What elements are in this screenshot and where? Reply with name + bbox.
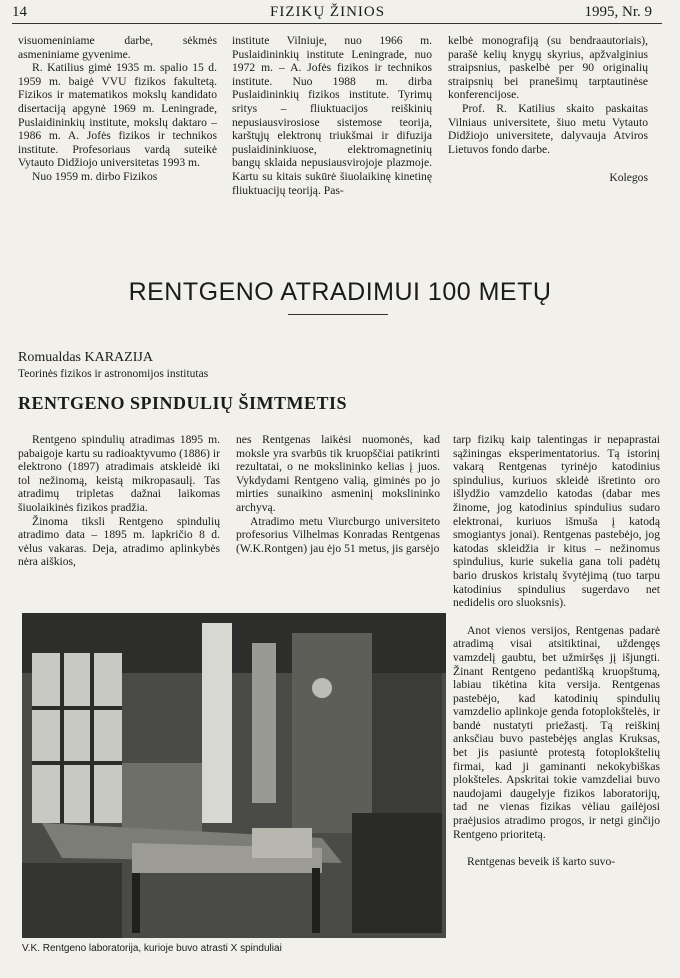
paragraph: nes Rentgenas laikėsi nuomonės, kad moksle yra svarbūs tik kruopščiai patikrinti rezultatai, o ne mokslininko kelias į juos. Vykdydami Rentgeno valią, giminės po jo mirties sunaikino asmeninį mokslininko archyvą. <box>236 433 440 514</box>
issue-number: 1995, Nr. 9 <box>584 4 652 20</box>
paragraph: Žinoma tiksli Rentgeno spindulių atradimo data – 1895 m. lapkričio 8 d. vėlus vakaras. Deja, atradimo aplinkybės nėra aiškios, <box>18 514 220 569</box>
paragraph: Prof. R. Katilius skaito paskaitas Vilniaus universitete, šiuo metu Vytauto Didžiojo universitete, dalyvauja Atviros Lietuvos fondo darbe. <box>448 101 648 156</box>
paragraph: visuomeniniame darbe, sėkmės asmeniniame gyvenime. <box>18 34 217 61</box>
top-column-3 <box>448 34 648 185</box>
paragraph: Rentgenas beveik iš karto suvo- <box>467 855 616 869</box>
paragraph: Atradimo metu Viurcburgo universiteto profesorius Vilhelmas Konradas Rentgenas (W.K.Rontgen) jau ėjo 51 metus, jis garsėjo <box>236 514 440 555</box>
signature: Kolegos <box>609 171 648 185</box>
paragraph: kelbė monografiją (su bendraautoriais), parašė kelių knygų skyrius, apžvalginius straipsnius, paskelbė per 90 originalių straipsnių bei pranešimų tarptautinėse konferencijose. <box>448 34 648 102</box>
article-subtitle: RENTGENO SPINDULIŲ ŠIMTMETIS <box>18 393 348 413</box>
top-column-2 <box>232 34 432 197</box>
page-number: 14 <box>12 4 27 20</box>
header-divider <box>12 23 662 24</box>
paragraph: Rentgeno spindulių atradimas 1895 m. pabaigoje kartu su radioaktyvumo (1886) ir elektrono (1897) atradimais atskleidė iki tol nežinomą, keistą mikropasaulį. Tas atradimų tripletas dažnai laikomas šiuolaikinės fizikos pradžia. <box>18 433 220 514</box>
paragraph: Anot vienos versijos, Rentgenas padarė atradimą visai atsitiktinai, uždengęs vamzdelį gaubtu, bet užmiršęs jį išjungti. Žinant Rentgeno pedantišką kruopštumą, labiau tikėtina kita versija. Rentgenas pastebėjo, kad katodinių spindulių vamzdelio aplinkoje genda fotoplokštelės, ir bandė nustatyti priežastį. Tą reiškinį anksčiau buvo pastebėjęs anglas Kruksas, bet jis pasiuntė protestą fotoplokštelių firmai, kad ji gaminanti nekokybiškas plokšteles. Apskritai tokie vamzdeliai buvo naudojami daugelyje fizikos laboratorijų, tad ne vienas fizikas vėliau gailėjosi praėjusios atradimo progos, ir netgi ginčijo Rentgeno prioritetą. <box>453 623 660 841</box>
paragraph: institute Vilniuje, nuo 1966 m. Puslaidininkių institute Leningrade, nuo 1972 m. – A. Jofės fizikos ir technikos institute. Nuo 1988 m. dirba Puslaidininkių fizikos institute. Tyrimų sritys – fliuktuacijos reiškinių nepusiausvirosiose sistemose teorija, karštųjų elektronų triukšmai ir difuzija puslaidininkiuose, elektromagnetinių bangų sklaida nepusiausvirojoje plazmoje. Kartu su kitais sukūrė šiuolaikinę kinetinę fliuktuacijų teoriją. Pas- <box>232 34 432 197</box>
article-column-1 <box>18 433 220 569</box>
paragraph: tarp fizikų kaip talentingas ir nepaprastai sąžiningas eksperimentatorius. Tą istorinį vakarą Rentgenas tyrinėjo katodinius spindulius, kuriuos skleidė išretinto oro išlydžio vamzdelio katodas (dabar mes žinome, jog katodinius spindulius sudaro elektronai, kuriuos išmuša į katodą smogiantys jonai). Rentgenas pastebėjo, jog katodas skleidžia ir kitus – nežinomus spindulius, kurie sukelia gana toli padėtų bario druskos kristalų švytėjimą (tuo tarpu katodinius spindulius sugerdavo net nedidelis oro sluoksnis). <box>453 433 660 610</box>
article-title: RENTGENO ATRADIMUI 100 METŲ <box>128 278 552 306</box>
author-institute: Teorinės fizikos ir astronomijos institutas <box>18 368 209 380</box>
title-underline <box>288 314 388 315</box>
photo-caption: V.K. Rentgeno laboratorija, kurioje buvo atrasti X spinduliai <box>22 943 282 954</box>
journal-title: FIZIKŲ ŽINIOS <box>270 4 386 20</box>
author-name: Romualdas KARAZIJA <box>18 350 153 365</box>
article-column-2 <box>236 433 440 555</box>
article-column-3 <box>453 433 660 869</box>
paragraph: R. Katilius gimė 1935 m. spalio 15 d. 1959 m. baigė VVU fizikos fakultetą. Fizikos ir matematikos mokslų kandidato disertaciją apgynė 1969 m. Leningrade, Puslaidininkių institute, mokslų daktaro – 1986 m. A. Jofės fizikos ir technikos institute. Profesoriaus vardą suteikė Vytauto Didžiojo universitetas 1993 m. <box>18 61 217 170</box>
paragraph: Nuo 1959 m. dirbo Fizikos <box>32 169 158 183</box>
laboratory-photo <box>22 613 446 938</box>
top-column-1 <box>18 34 217 184</box>
